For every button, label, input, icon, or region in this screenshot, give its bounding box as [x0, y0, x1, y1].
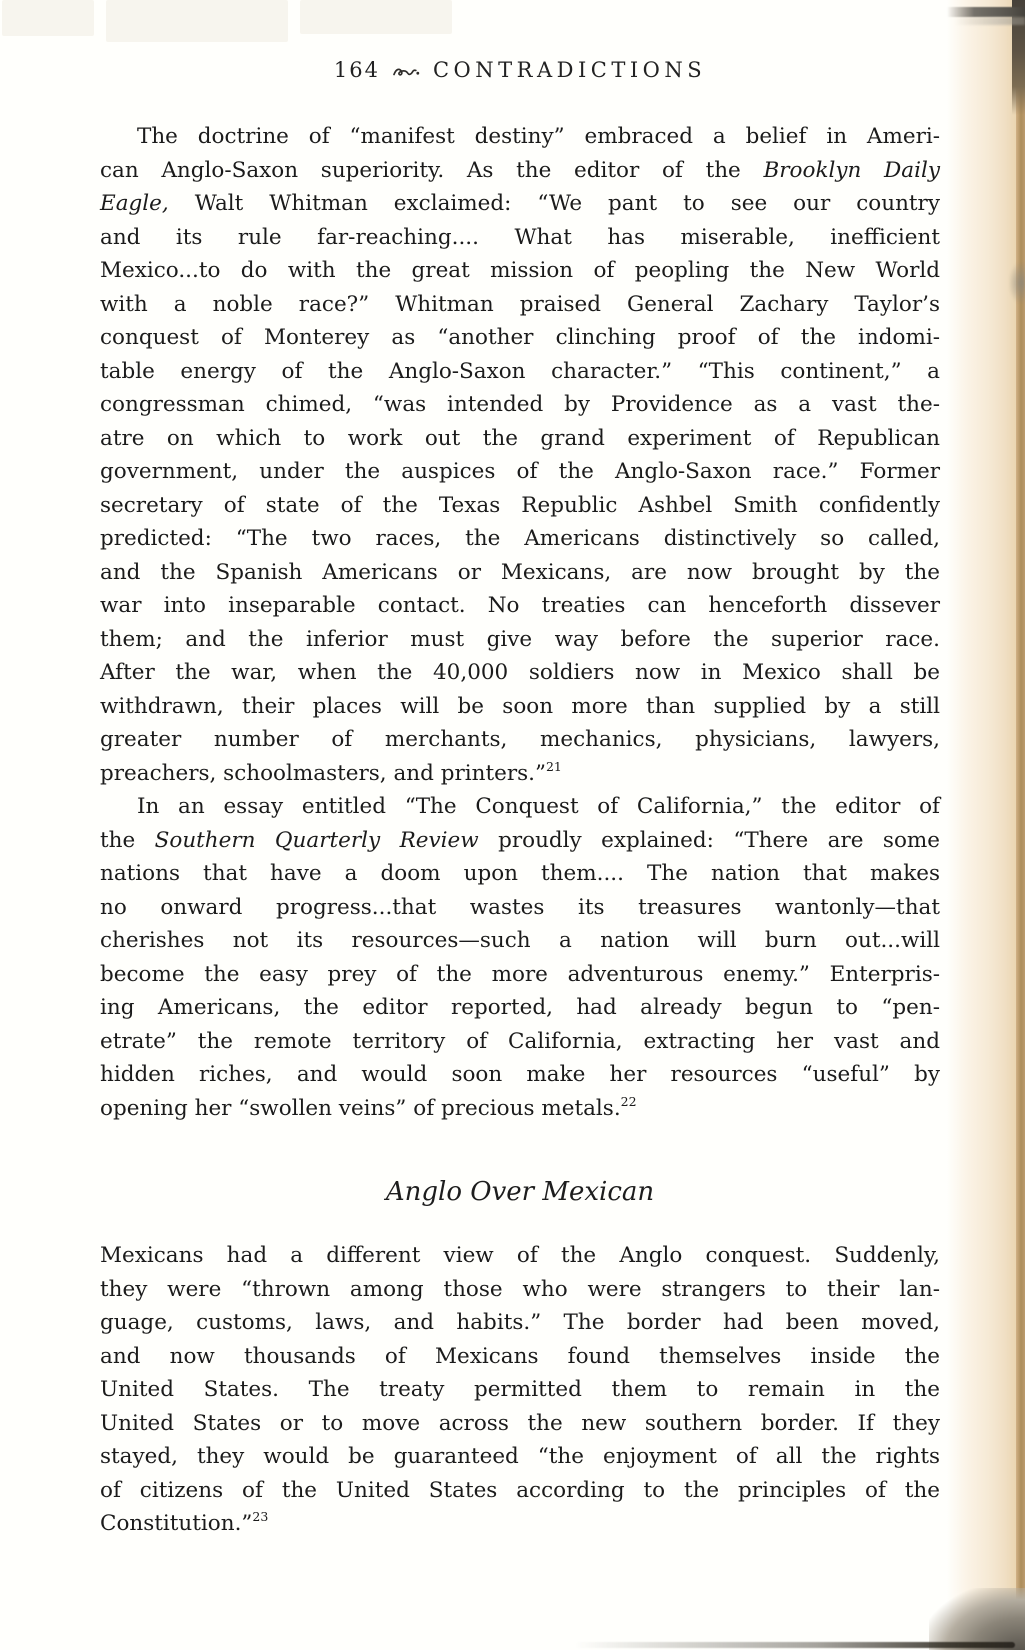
scan-edge-smudge — [1009, 262, 1025, 304]
section-heading: Anglo Over Mexican — [385, 1177, 655, 1207]
scan-top-smudges — [2, 0, 452, 42]
body-text — [100, 120, 940, 1541]
page-curl-gradient — [947, 0, 1025, 1650]
running-header — [100, 58, 940, 82]
scan-top-right-band-light — [955, 17, 1025, 25]
paragraph-anglo-over-mexican: Mexicans had a different view of the Anglo conquest. Suddenly, they were “thrown among those who were strangers to their lan- guage, customs, laws, and habits.” The border had been moved, and now thousands of Mexicans found themselves inside the United States. The treaty permitted them to remain in the United States or to move across the new southern border. If they stayed, they would be guaranteed “the enjoyment of all the rights of citizens of the United States according to the principles of the Constitution.”$^{23}$ — [100, 1243, 940, 1536]
scan-smudge — [106, 0, 288, 42]
page-edge-line — [1016, 0, 1025, 1650]
scan-smudge — [2, 0, 94, 36]
scan-top-right-band — [947, 7, 1025, 17]
bottom-corner-shadow — [929, 1588, 1025, 1650]
paragraph-manifest-destiny: The doctrine of “manifest destiny” embraced a belief in Ameri- can Anglo-Saxon superiority. As the editor of the Brooklyn Daily Eagle, Walt Whitman exclaimed: “We pant to see our country and its rule far-reaching.... What has miserable, inefficient Mexico...to do with the great mission of peopling the New World with a noble race?” Whitman praised General Zachary Taylor’s conquest of Monterey as “another clinching proof of the indomi- table energy of the Anglo-Saxon character.” “This continent,” a congressman chimed, “was intended by Providence as a vast the- atre on which to work out the grand experiment of Republican government, under the auspices of the Anglo-Saxon race.” Former secretary of state of the Texas Republic Ashbel Smith confidently predicted: “The two races, the Americans distinctively so called, and the Spanish Americans or Mexicans, are now brought by the war into inseparable contact. No treaties can henceforth dissever them; and the inferior must give way before the superior race. After the war, when the 40,000 soldiers now in Mexico shall be withdrawn, their places will be soon more than supplied by a still greater number of merchants, mechanics, physicians, lawyers, preachers, schoolmasters, and printers.”$^{21}$ — [100, 124, 941, 786]
scan-smudge — [300, 0, 452, 34]
paragraph-conquest-of-california: In an essay entitled “The Conquest of California,” the editor of the Southern Quarterly Review proudly explained: “There are some nations that have a doom upon them.... The nation that makes no onward progress...that wastes its treasures wantonly—that cherishes not its resources—such a nation will burn out...will become the easy prey of the more adventurous enemy.” Enterpris- ing Americans, the editor reported, had already begun to “pen- etrate” the remote territory of California, extracting her vast and hidden riches, and would soon make her resources “useful” by opening her “swollen veins” of precious metals.$^{22}$ — [100, 794, 940, 1121]
bottom-scan-line — [575, 1642, 1015, 1648]
page-number: 164 — [333, 58, 380, 82]
fleuron-ornament-icon — [393, 65, 420, 79]
running-title: CONTRADICTIONS — [432, 58, 707, 82]
